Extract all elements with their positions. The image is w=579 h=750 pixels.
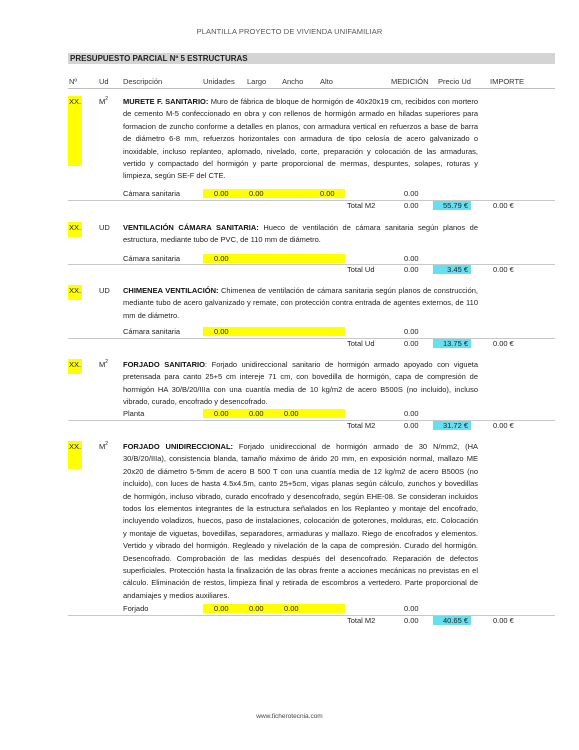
total-medicion: 0.00: [404, 616, 419, 625]
item-amount: 0.00 €: [493, 265, 514, 274]
ancho-value: 0.00: [284, 409, 299, 418]
item-title: FORJADO SANITARIO: [123, 360, 205, 369]
total-rule: [68, 615, 555, 616]
total-rule: [68, 200, 555, 201]
total-label: Total M2: [347, 421, 376, 430]
page-header: PLANTILLA PROYECTO DE VIVIENDA UNIFAMILIAR: [196, 27, 383, 36]
item-text: Muro de fábrica de bloque de hormigón de 40x20x19 cm, recibidos con mortero de cemento M-5 confeccionado en obra y con rellenos de hormigón armado en hiladas superiores para formacion de zuncho conforme a detalles en planos, con armadura vertical en refuerzos a base de barra de diámetro 6-8 mm, refuerzos horizontales con armadura de tipo celosía de acero galvanizado o inoxidable, incluso replanteo, aplomado, nivelado, corte, preparación y colocación de las armaduras, vertido y compactado del hormigón y parte proporcional de mermas, despuntes, solapes, roturas y limpieza, según SE-F del CTE.: [123, 97, 478, 181]
total-medicion: 0.00: [404, 201, 419, 210]
section-title: PRESUPUESTO PARCIAL Nº 5 ESTRUCTURAS: [68, 53, 555, 64]
column-header-descripcion: Descripción: [123, 77, 163, 86]
column-header-precio: Precio Ud: [438, 77, 471, 86]
item-text: : Forjado unidireccional sanitario de hormigón armado apoyado con vigueta pretensada para canto 25+5 cm intereje 71 cm, con bovedilla de hormigón, capa de compresión de hormigón HA 30/B/20/IIIa con una cuantía media de 10 kg/m2 de acero B500S (no incluido), incluso vibrado, curado, encofrado y desencofrado.: [123, 360, 478, 407]
unidades-value: 0.00: [214, 409, 229, 418]
item-title: CHIMENEA VENTILACIÓN:: [123, 286, 219, 295]
item-description: [123, 222, 478, 248]
item-amount: 0.00 €: [493, 421, 514, 430]
item-description: [123, 285, 478, 318]
item-text: Hueco de ventilación de cámara sanitaria según planos de estructura, mediante tubo de PVC, de 110 mm de diámetro.: [123, 223, 479, 245]
unidades-value: 0.00: [214, 254, 229, 263]
header-rule: [68, 88, 555, 89]
total-rule: [68, 420, 555, 421]
unidades-value: 0.00: [214, 327, 229, 336]
largo-value: 0.00: [249, 604, 264, 613]
item-title: VENTILACIÓN CÁMARA SANITARIA:: [123, 223, 259, 232]
unit-price: 13.75 €: [433, 339, 471, 348]
measurement-label: Forjado: [123, 604, 149, 613]
item-amount: 0.00 €: [493, 616, 514, 625]
medicion-value: 0.00: [404, 409, 419, 418]
total-medicion: 0.00: [404, 265, 419, 274]
unit-price: 40.65 €: [433, 616, 471, 625]
item-unit: UD: [99, 223, 110, 232]
item-code: XX.: [68, 359, 82, 374]
item-description: [123, 359, 478, 407]
item-description: [123, 441, 478, 600]
item-code: XX.: [68, 285, 82, 300]
unit-price: 31.72 €: [433, 421, 471, 430]
column-header-alto: Alto: [320, 77, 333, 86]
measurement-label: Cámara sanitaria: [123, 189, 181, 198]
page-footer[interactable]: www.ficherotecnia.com: [256, 713, 323, 720]
column-header-unidades: Unidades: [203, 77, 235, 86]
column-header-largo: Largo: [247, 77, 267, 86]
unit-price: 3.45 €: [433, 265, 471, 274]
item-code: XX.: [68, 222, 82, 237]
total-label: Total M2: [347, 201, 376, 210]
measurement-label: Planta: [123, 409, 145, 418]
item-description: [123, 96, 478, 181]
item-title: MURETE F. SANITARIO:: [123, 97, 209, 106]
item-unit: $M^2$: [99, 441, 109, 451]
item-code: XX.: [68, 96, 82, 166]
item-text: Forjado unidireccional de hormigón armado de 30 N/mm2, (HA 30/B/20/IIIa), consistencia blanda, tamaño máximo de árido 20 mm, en exposición normal, mallazo ME 20x20 de diámetro 5-5mm de acero B 500 T con una cuantía media de 12 kg/m2 de acero B500S (no incluido), con luces de hasta 4.5x4.5m, canto 25+5cm, vigas planas según cálculo, zunchos y bovedillas de hormigón, incluso vibrado, curado encofrado y desencofrado, según EHE-08. Se consideran incluidos todos los elementos integrantes de la estructura señalados en los Replanteo y montaje del encofrado, incluyendo voladizos, huecos, paso de instalaciones, colocación de goterones, molduras, etc. Colocación y montaje de viguetas, bovedillas, separadores, armaduras y mallazo. Riego de encofrados y elementos. Vertido y vibrado del hormigón. Regleado y nivelación de la capa de compresión. Curado del hormigón. Desencofrado. Comprobación de las medidas después del desencofrado. Reparación de defectos superficiales. Protección hasta la finalización de las obras frente a acciones mecánicas no previstas en el cálculo. Eliminación de restos, limpieza final y retirada de escombros a vertedero. Parte proporcional de andamiajes y medios auxiliares.: [123, 442, 478, 600]
unit-price: 55.79 €: [433, 201, 471, 210]
medicion-value: 0.00: [404, 189, 419, 198]
unidades-value: 0.00: [214, 189, 229, 198]
ancho-value: 0.00: [284, 604, 299, 613]
total-label: Total Ud: [347, 265, 375, 274]
medicion-value: 0.00: [404, 604, 419, 613]
unidades-value: 0.00: [214, 604, 229, 613]
total-label: Total M2: [347, 616, 376, 625]
item-unit: $M^2$: [99, 359, 109, 369]
item-unit: $M^2$: [99, 96, 109, 106]
column-header-num: Nº: [69, 77, 78, 86]
total-medicion: 0.00: [404, 339, 419, 348]
total-rule: [68, 264, 555, 265]
largo-value: 0.00: [249, 189, 264, 198]
total-rule: [68, 338, 555, 339]
column-header-ancho: Ancho: [282, 77, 304, 86]
measurement-label: Cámara sanitaria: [123, 327, 181, 336]
medicion-value: 0.00: [404, 254, 419, 263]
item-text: Chimenea de ventilación de cámara sanitaria según planos de construcción, mediante tubo de acero galvanizado y remate, con protección contra entrada de agentes externos, de 110 mm de diámetro.: [123, 286, 478, 320]
item-title: FORJADO UNIDIRECCIONAL:: [123, 442, 234, 451]
total-label: Total Ud: [347, 339, 375, 348]
total-medicion: 0.00: [404, 421, 419, 430]
column-header-ud: Ud: [99, 77, 109, 86]
item-unit: UD: [99, 286, 110, 295]
medicion-value: 0.00: [404, 327, 419, 336]
largo-value: 0.00: [249, 409, 264, 418]
item-amount: 0.00 €: [493, 339, 514, 348]
item-code: XX.: [68, 441, 82, 469]
item-amount: 0.00 €: [493, 201, 514, 210]
alto-value: 0.00: [320, 189, 335, 198]
column-header-medicion: MEDICIÓN: [391, 77, 429, 86]
measurement-label: Cámara sanitaria: [123, 254, 181, 263]
column-header-importe: IMPORTE: [490, 77, 525, 86]
